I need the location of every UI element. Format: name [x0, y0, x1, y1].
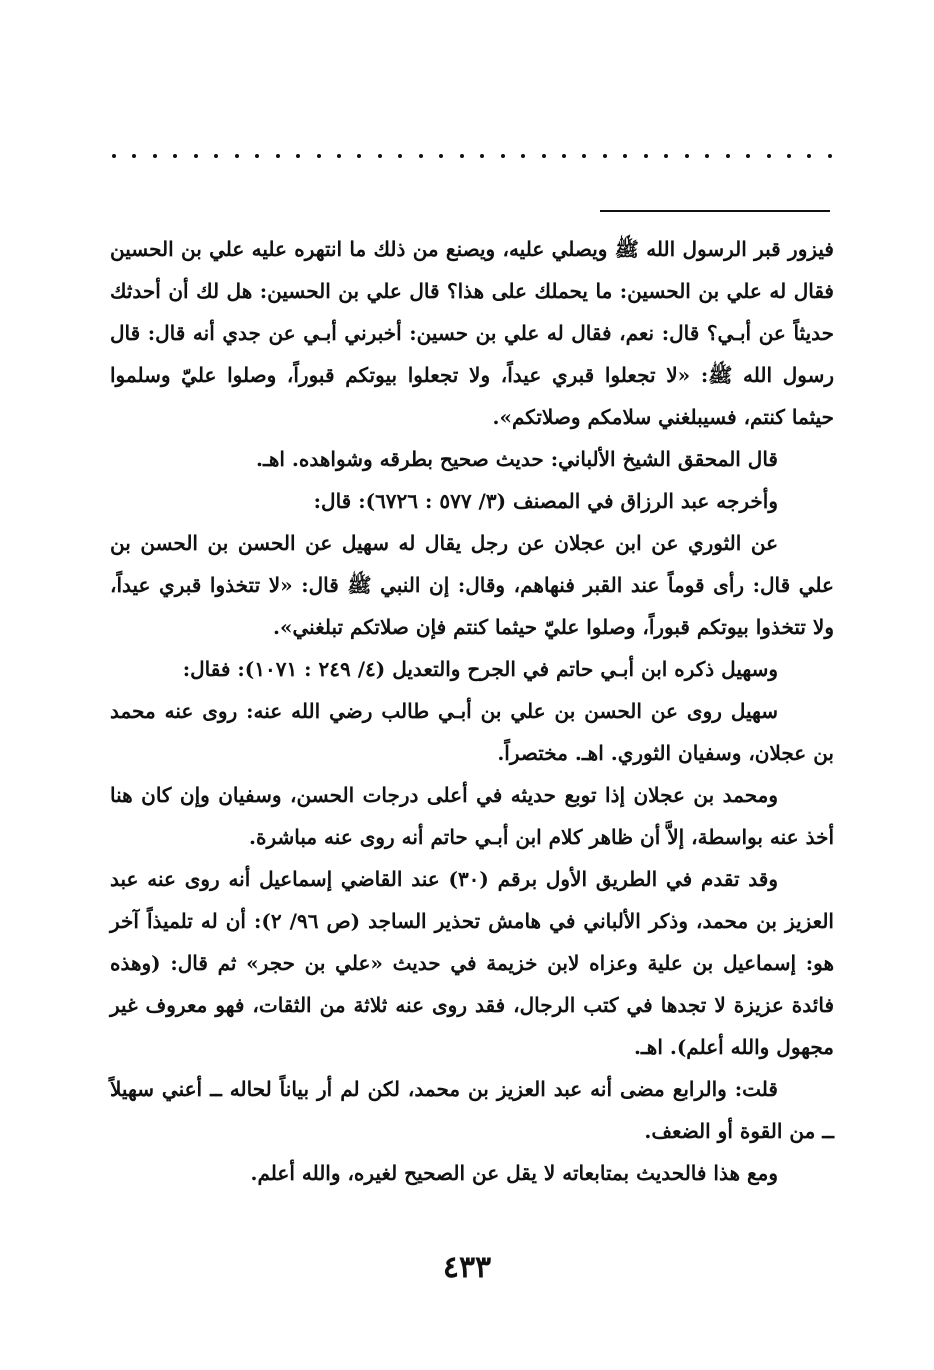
paragraph: وسهيل ذكره ابن أبـي حاتم في الجرح والتعديل (٤/ ٢٤٩ : ١٠٧١): فقال: — [182, 657, 778, 681]
separator-dot — [542, 154, 546, 158]
paragraph: وأخرجه عبد الرزاق في المصنف (٣/ ٥٧٧ : ٦٧٢٦): قال: — [313, 489, 778, 513]
page-number: ٤٣٣ — [442, 1250, 492, 1285]
separator-dot — [480, 154, 484, 158]
separator-dot — [317, 154, 321, 158]
separator-dot — [603, 154, 607, 158]
separator-dot — [582, 154, 586, 158]
separator-dot — [296, 154, 300, 158]
separator-dot — [276, 154, 280, 158]
separator-dot — [214, 154, 218, 158]
separator-dot — [357, 154, 361, 158]
paragraph: قلت: والرابع مضى أنه عبد العزيز بن محمد، لكن لم أر بياناً لحاله ــ أعني سهيلاً ــ من القوة أو الضعف. — [110, 1077, 834, 1143]
separator-dot — [726, 154, 730, 158]
separator-dot — [828, 154, 832, 158]
separator-dot — [194, 154, 198, 158]
separator-dot — [644, 154, 648, 158]
separator-dot — [705, 154, 709, 158]
separator-dot — [807, 154, 811, 158]
separator-dot — [173, 154, 177, 158]
separator-dot — [521, 154, 525, 158]
footnote-rule — [600, 210, 830, 212]
dotted-separator — [112, 146, 832, 166]
separator-dot — [419, 154, 423, 158]
separator-dot — [378, 154, 382, 158]
separator-dot — [746, 154, 750, 158]
paragraph: فيزور قبر الرسول الله ﷺ ويصلي عليه، ويصنع من ذلك ما انتهره عليه علي بن الحسين فقال له علي بن الحسين: ما يحملك على هذا؟ قال علي بن الحسين: هل لك أن أحدثك حديثاً عن أبـي؟ قال: نعم، فقال له علي بن حسين: أخبرني أبـي عن جدي أنه قال: قال رسول الله ﷺ: «لا تجعلوا قبري عيداً، ولا تجعلوا بيوتكم قبوراً، وصلوا عليّ وسلموا حيثما كنتم، فسيبلغني سلامكم وصلاتكم». — [110, 237, 834, 429]
separator-dot — [132, 154, 136, 158]
separator-dot — [337, 154, 341, 158]
separator-dot — [664, 154, 668, 158]
separator-dot — [235, 154, 239, 158]
separator-dot — [398, 154, 402, 158]
separator-dot — [623, 154, 627, 158]
paragraph: وقد تقدم في الطريق الأول برقم (٣٠) عند القاضي إسماعيل أنه روى عنه عبد العزيز بن محمد، وذكر الألباني في هامش تحذير الساجد (ص ٩٦/ ٢): أن له تلميذاً آخر هو: إسماعيل بن علية وعزاه لابن خزيمة في حديث «علي بن حجر» ثم قال: (وهذه فائدة عزيزة لا تجدها في كتب الرجال، فقد روى عنه ثلاثة من الثقات، فهو معروف غير مجهول والله أعلم). اهـ. — [110, 867, 834, 1059]
separator-dot — [112, 154, 116, 158]
separator-dot — [153, 154, 157, 158]
separator-dot — [255, 154, 259, 158]
paragraph: قال المحقق الشيخ الألباني: حديث صحيح بطرقه وشواهده. اهـ. — [256, 447, 778, 471]
paragraph: عن الثوري عن ابن عجلان عن رجل يقال له سهيل عن الحسن بن الحسن بن علي قال: رأى قوماً عند القبر فنهاهم، وقال: إن النبي ﷺ قال: «لا تتخذوا قبري عيداً، ولا تتخذوا بيوتكم قبوراً، وصلوا عليّ حيثما كنتم فإن صلاتكم تبلغني». — [110, 531, 834, 639]
paragraph: ومحمد بن عجلان إذا توبع حديثه في أعلى درجات الحسن، وسفيان وإن كان هنا أخذ عنه بواسطة، إلاَّ أن ظاهر كلام ابن أبـي حاتم أنه روى عنه مباشرة. — [110, 783, 834, 849]
separator-dot — [439, 154, 443, 158]
separator-dot — [460, 154, 464, 158]
separator-dot — [562, 154, 566, 158]
separator-dot — [787, 154, 791, 158]
separator-dot — [767, 154, 771, 158]
separator-dot — [501, 154, 505, 158]
paragraph: ومع هذا فالحديث بمتابعاته لا يقل عن الصحيح لغيره، والله أعلم. — [250, 1161, 778, 1185]
body-text — [110, 228, 834, 1194]
separator-dot — [685, 154, 689, 158]
paragraph: سهيل روى عن الحسن بن علي بن أبـي طالب رضي الله عنه: روى عنه محمد بن عجلان، وسفيان الثوري. اهـ. مختصراً. — [110, 699, 834, 765]
